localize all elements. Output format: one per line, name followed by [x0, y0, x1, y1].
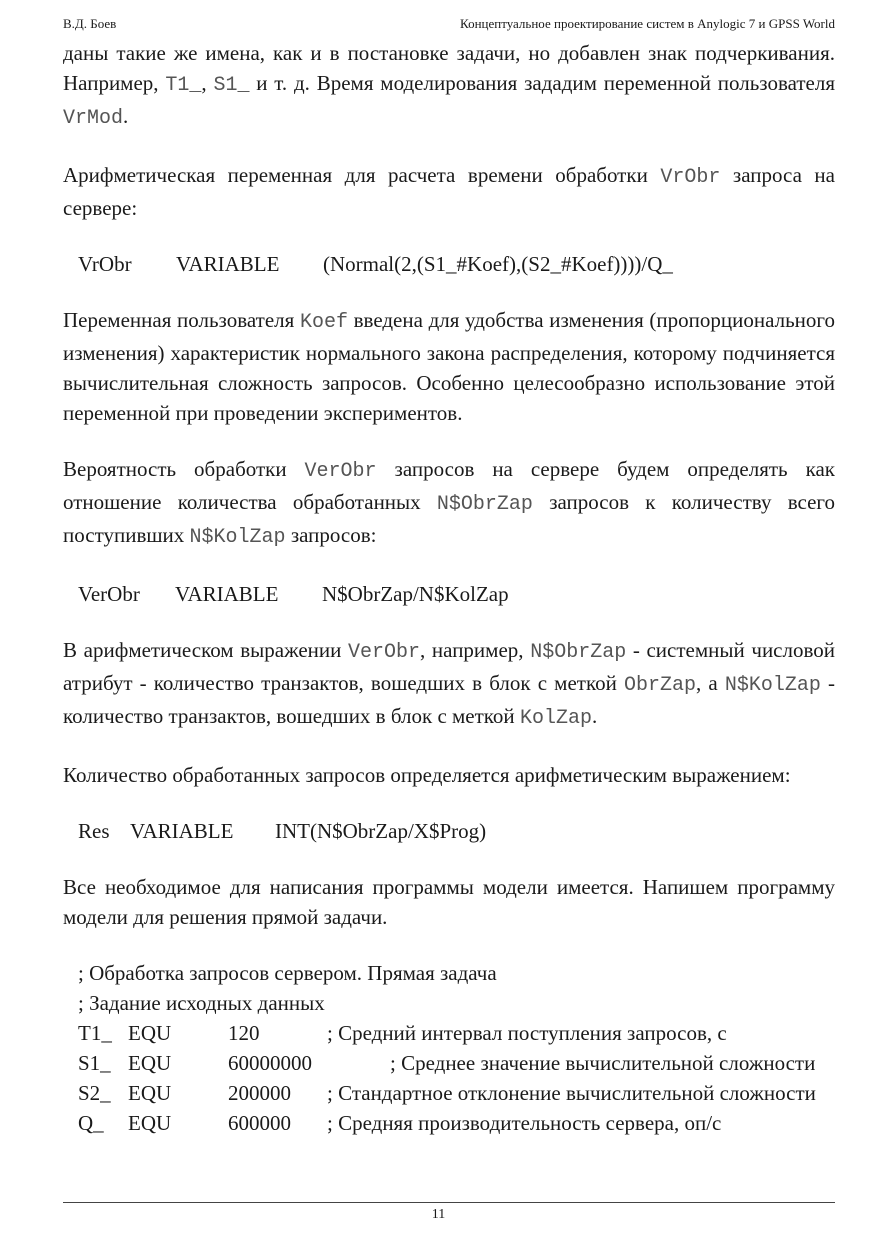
code-name: VrObr: [78, 252, 132, 276]
page-header: [63, 16, 835, 36]
code-line-res: [78, 816, 835, 846]
line-comment: ; Стандартное отклонение вычислительной сложности: [327, 1081, 816, 1105]
code-name: VerObr: [78, 582, 140, 606]
program-comment: [78, 988, 835, 1018]
code-line-vrobr: [78, 249, 835, 279]
text: Арифметическая переменная для расчета времени обработки: [63, 163, 661, 187]
text: и т. д. Время моделирования зададим переменной пользователя: [249, 71, 835, 95]
text: - количество транзактов, вошедших в блок с меткой: [63, 671, 835, 728]
text: , например,: [420, 638, 531, 662]
line-comment: ; Средняя производительность сервера, оп/с: [327, 1111, 722, 1135]
line-op: EQU: [128, 1081, 172, 1105]
text: , а: [695, 671, 725, 695]
code-term: VerObr: [304, 460, 377, 483]
text: - системный числовой атрибут - количество транзактов, вошедших в блок с меткой: [63, 638, 835, 695]
line-comment: ; Средний интервал поступления запросов, с: [327, 1021, 727, 1045]
code-term: VrMod: [63, 107, 124, 130]
header-title: Концептуальное проектирование систем в Anylogic 7 и GPSS World: [460, 16, 835, 31]
paragraph-verobr: [63, 454, 835, 553]
code-op: VARIABLE: [176, 252, 280, 276]
code-expr: (Normal(2,(S1_#Koef),(S2_#Koef))))/Q_: [323, 252, 673, 276]
text: запросов:: [285, 523, 377, 547]
paragraph-res: Количество обработанных запросов определяется арифметическим выражением:: [63, 763, 791, 787]
code-expr: INT(N$ObrZap/X$Prog): [275, 819, 487, 843]
code-term: N$ObrZap: [436, 493, 533, 516]
text: В арифметическом выражении: [63, 638, 348, 662]
line-comment: ; Среднее значение вычислительной сложности: [390, 1051, 816, 1075]
code-term: ObrZap: [623, 674, 696, 697]
text: запроса на сервере:: [63, 163, 835, 220]
text: .: [123, 104, 129, 128]
paragraph-attributes: [63, 635, 835, 734]
code-op: VARIABLE: [130, 819, 234, 843]
header-author: В.Д. Боев: [63, 16, 117, 31]
text: .: [591, 704, 598, 728]
page-body: [63, 38, 835, 1138]
code-term: VrObr: [660, 166, 721, 189]
paragraph-vrobr: [63, 160, 835, 223]
program-line: [78, 1108, 835, 1138]
code-term: S1_: [213, 74, 250, 97]
code-term: N$KolZap: [189, 526, 286, 549]
code-term: VerObr: [348, 641, 421, 664]
text: запросов на сервере будем определять как отношение количества обработанных: [63, 457, 835, 514]
line-value: 600000: [228, 1111, 291, 1135]
text: ,: [201, 71, 214, 95]
line-label: T1_: [78, 1021, 112, 1045]
text: Переменная пользователя: [63, 308, 300, 332]
comment-text: ; Задание исходных данных: [78, 991, 325, 1015]
line-label: S2_: [78, 1081, 111, 1105]
program-line: [78, 1078, 835, 1108]
program-line: [78, 1018, 835, 1048]
line-value: 60000000: [228, 1051, 312, 1075]
text: даны такие же имена, как и в постановке задачи, но добавлен знак подчеркивания. Например,: [63, 41, 835, 95]
line-value: 120: [228, 1021, 260, 1045]
text: запросов к количеству всего поступивших: [63, 490, 835, 547]
code-term: N$ObrZap: [530, 641, 627, 664]
line-op: EQU: [128, 1051, 172, 1075]
line-op: EQU: [128, 1111, 172, 1135]
line-value: 200000: [228, 1081, 291, 1105]
text: Вероятность обработки: [63, 457, 305, 481]
code-expr: N$ObrZap/N$KolZap: [322, 582, 509, 606]
page-number: 11: [431, 1207, 446, 1222]
program-line: [78, 1048, 835, 1078]
comment-text: ; Обработка запросов сервером. Прямая задача: [78, 961, 497, 985]
line-label: Q_: [78, 1111, 104, 1135]
program-listing: [78, 958, 835, 1138]
line-op: EQU: [128, 1021, 172, 1045]
paragraph-intro: [63, 38, 835, 134]
code-term: KolZap: [519, 707, 592, 730]
program-comment: [78, 958, 835, 988]
code-line-verobr: [78, 579, 835, 609]
code-term: N$KolZap: [724, 674, 821, 697]
code-term: T1_: [165, 74, 202, 97]
code-term: Koef: [299, 311, 348, 334]
paragraph-program-intro: Все необходимое для написания программы модели имеется. Напишем программу модели для решения прямой задачи.: [63, 875, 835, 929]
footer-divider: [63, 1202, 835, 1203]
code-op: VARIABLE: [175, 582, 279, 606]
code-name: Res: [78, 819, 110, 843]
text: введена для удобства изменения (пропорционального изменения) характеристик нормального закона распределения, которому подчиняется вычислительная сложность запросов. Особенно целесообразно использование этой переменной при проведении экспериментов.: [63, 308, 835, 425]
paragraph-koef: [63, 305, 835, 428]
line-label: S1_: [78, 1051, 111, 1075]
